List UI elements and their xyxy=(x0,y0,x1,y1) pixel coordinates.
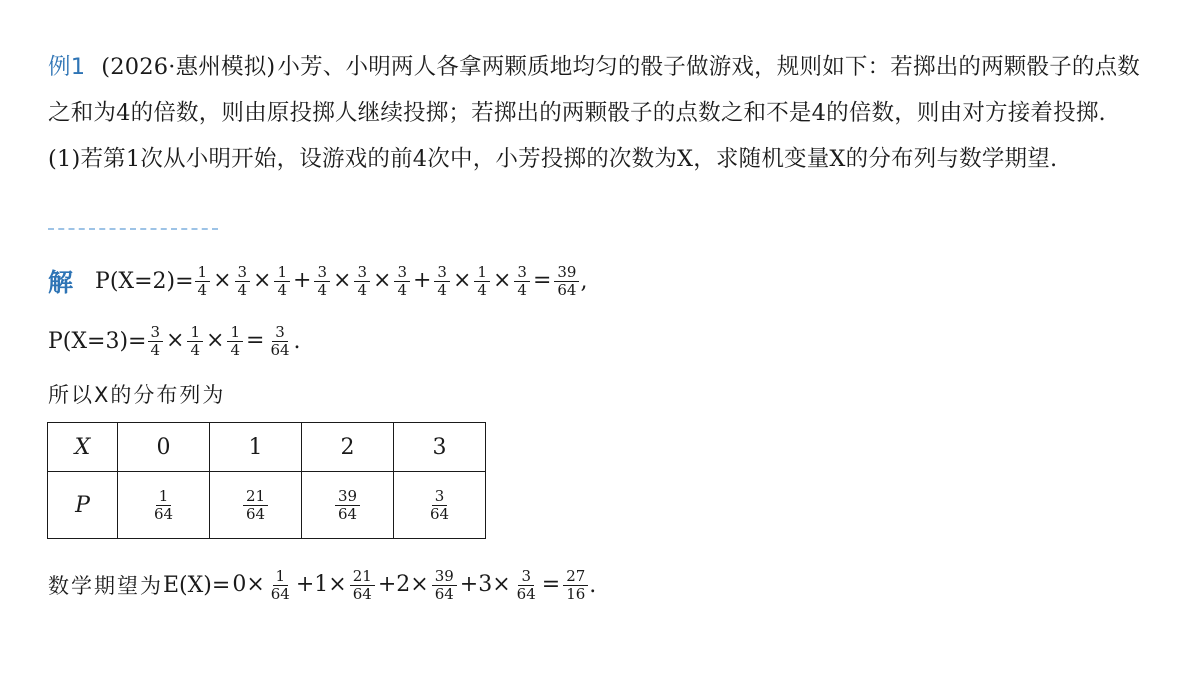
p-value-cell xyxy=(302,472,394,539)
operator: × xyxy=(492,268,512,293)
numerator: 39 xyxy=(554,264,579,282)
fraction xyxy=(350,568,375,603)
solution xyxy=(48,252,1158,414)
problem-paragraph xyxy=(48,44,1158,136)
p3-tail: . xyxy=(293,328,301,354)
operator: × xyxy=(166,328,185,353)
p3-lhs: P(X=3)= xyxy=(48,328,147,354)
numerator: 1 xyxy=(195,264,211,282)
numerator: 1 xyxy=(273,568,289,586)
operator: +1× xyxy=(295,572,347,597)
denominator: 64 xyxy=(245,504,266,523)
expectation-tail: . xyxy=(589,572,597,598)
fraction xyxy=(427,488,452,523)
numerator: 39 xyxy=(432,568,457,586)
denominator: 4 xyxy=(437,280,447,299)
fraction xyxy=(314,264,330,299)
denominator: 4 xyxy=(317,280,328,299)
fraction xyxy=(434,264,450,299)
fraction xyxy=(267,324,292,359)
numerator: 21 xyxy=(243,488,268,506)
denominator: 64 xyxy=(434,584,454,603)
fraction xyxy=(474,264,490,299)
numerator: 3 xyxy=(432,488,448,506)
fraction xyxy=(268,568,293,603)
numerator: 27 xyxy=(563,568,588,586)
denominator: 64 xyxy=(352,584,372,603)
numerator: 3 xyxy=(394,264,410,282)
numerator: 1 xyxy=(156,488,172,506)
denominator: 4 xyxy=(197,280,208,299)
section-divider xyxy=(48,228,218,230)
numerator: 3 xyxy=(514,264,530,282)
numerator: 1 xyxy=(274,264,290,282)
p3-expression xyxy=(147,324,294,359)
denominator: 4 xyxy=(517,280,527,299)
denominator: 4 xyxy=(397,280,407,299)
operator: +2× xyxy=(377,572,429,597)
fraction xyxy=(227,324,243,359)
fraction xyxy=(151,488,176,523)
denominator: 16 xyxy=(566,584,586,603)
fraction xyxy=(394,264,410,299)
operator: = xyxy=(246,328,265,353)
denominator: 64 xyxy=(270,584,290,603)
denominator: 4 xyxy=(237,280,248,299)
table-row-p xyxy=(48,472,486,539)
operator: × xyxy=(373,268,392,293)
operator: × xyxy=(253,268,272,293)
operator: × xyxy=(452,268,472,293)
numerator: 3 xyxy=(272,324,288,342)
expectation-line xyxy=(48,555,596,615)
fraction xyxy=(514,568,539,603)
table-row-x xyxy=(48,423,486,472)
denominator: 64 xyxy=(270,340,290,359)
fraction xyxy=(514,264,530,299)
numerator: 3 xyxy=(314,264,330,282)
example-label: 例1 xyxy=(48,54,86,80)
x-header-cell: X xyxy=(48,423,118,472)
fraction xyxy=(243,488,268,523)
fraction xyxy=(554,264,579,299)
operator: × xyxy=(333,268,352,293)
p-value-cell xyxy=(118,472,210,539)
denominator: 4 xyxy=(150,340,161,359)
denominator: 64 xyxy=(337,504,358,523)
operator: + xyxy=(412,268,432,293)
numerator: 3 xyxy=(235,264,251,282)
numerator: 3 xyxy=(434,264,450,282)
denominator: 64 xyxy=(557,280,577,299)
denominator: 64 xyxy=(516,584,536,603)
denominator: 64 xyxy=(429,504,450,523)
x-value-cell: 3 xyxy=(394,423,486,472)
operator: = xyxy=(532,268,552,293)
p2-expression xyxy=(194,264,581,299)
expectation-expression xyxy=(230,568,589,603)
fraction xyxy=(195,264,211,299)
denominator: 4 xyxy=(477,280,487,299)
p2-lhs: P(X=2)= xyxy=(95,268,194,294)
numerator: 3 xyxy=(518,568,534,586)
operator: + xyxy=(293,268,312,293)
fraction xyxy=(187,324,203,359)
problem-part-1: (1)若第1次从小明开始，设游戏的前4次中，小芳投掷的次数为X，求随机变量X的分布列与数学期望. xyxy=(48,146,1058,172)
problem-text: 小芳、小明两人各拿两颗质地均匀的骰子做游戏，规则如下：若掷出的两颗骰子的点数之和为4的倍数，则由原投掷人继续投掷；若掷出的两颗骰子的点数之和不是4的倍数，则由对方接着投掷. xyxy=(48,54,1140,126)
expectation-lhs: E(X)= xyxy=(163,572,231,598)
fraction xyxy=(235,264,251,299)
denominator: 4 xyxy=(190,340,201,359)
operator: = xyxy=(541,572,561,597)
numerator: 3 xyxy=(148,324,164,342)
numerator: 39 xyxy=(335,488,360,506)
x-value-cell: 2 xyxy=(302,423,394,472)
expectation-label: 数学期望为 xyxy=(48,574,163,598)
operator: × xyxy=(213,268,232,293)
distribution-table xyxy=(47,422,486,539)
operator: 0× xyxy=(232,572,265,597)
numerator: 1 xyxy=(187,324,203,342)
operator: × xyxy=(206,328,225,353)
problem-statement xyxy=(48,44,1158,182)
p-value-cell xyxy=(210,472,302,539)
p-x-equals-2-line xyxy=(48,252,1158,310)
fraction xyxy=(335,488,360,523)
denominator: 64 xyxy=(153,504,174,523)
numerator: 21 xyxy=(350,568,375,586)
fraction xyxy=(148,324,164,359)
operator: +3× xyxy=(459,572,511,597)
fraction xyxy=(274,264,290,299)
p2-tail: , xyxy=(580,268,588,294)
numerator: 1 xyxy=(474,264,490,282)
problem-source: (2026·惠州模拟) xyxy=(101,54,276,80)
solution-label: 解 xyxy=(48,268,74,297)
numerator: 1 xyxy=(227,324,243,342)
fraction xyxy=(432,568,457,603)
numerator: 3 xyxy=(354,264,370,282)
fraction xyxy=(563,568,588,603)
x-value-cell: 0 xyxy=(118,423,210,472)
denominator: 4 xyxy=(357,280,367,299)
x-value-cell: 1 xyxy=(210,423,302,472)
fraction xyxy=(354,264,370,299)
denominator: 4 xyxy=(277,280,288,299)
distribution-intro: 所以X的分布列为 xyxy=(48,383,226,407)
p-header-cell: P xyxy=(48,472,118,539)
p-value-cell xyxy=(394,472,486,539)
p-x-equals-3-line xyxy=(48,312,1158,370)
denominator: 4 xyxy=(230,340,241,359)
